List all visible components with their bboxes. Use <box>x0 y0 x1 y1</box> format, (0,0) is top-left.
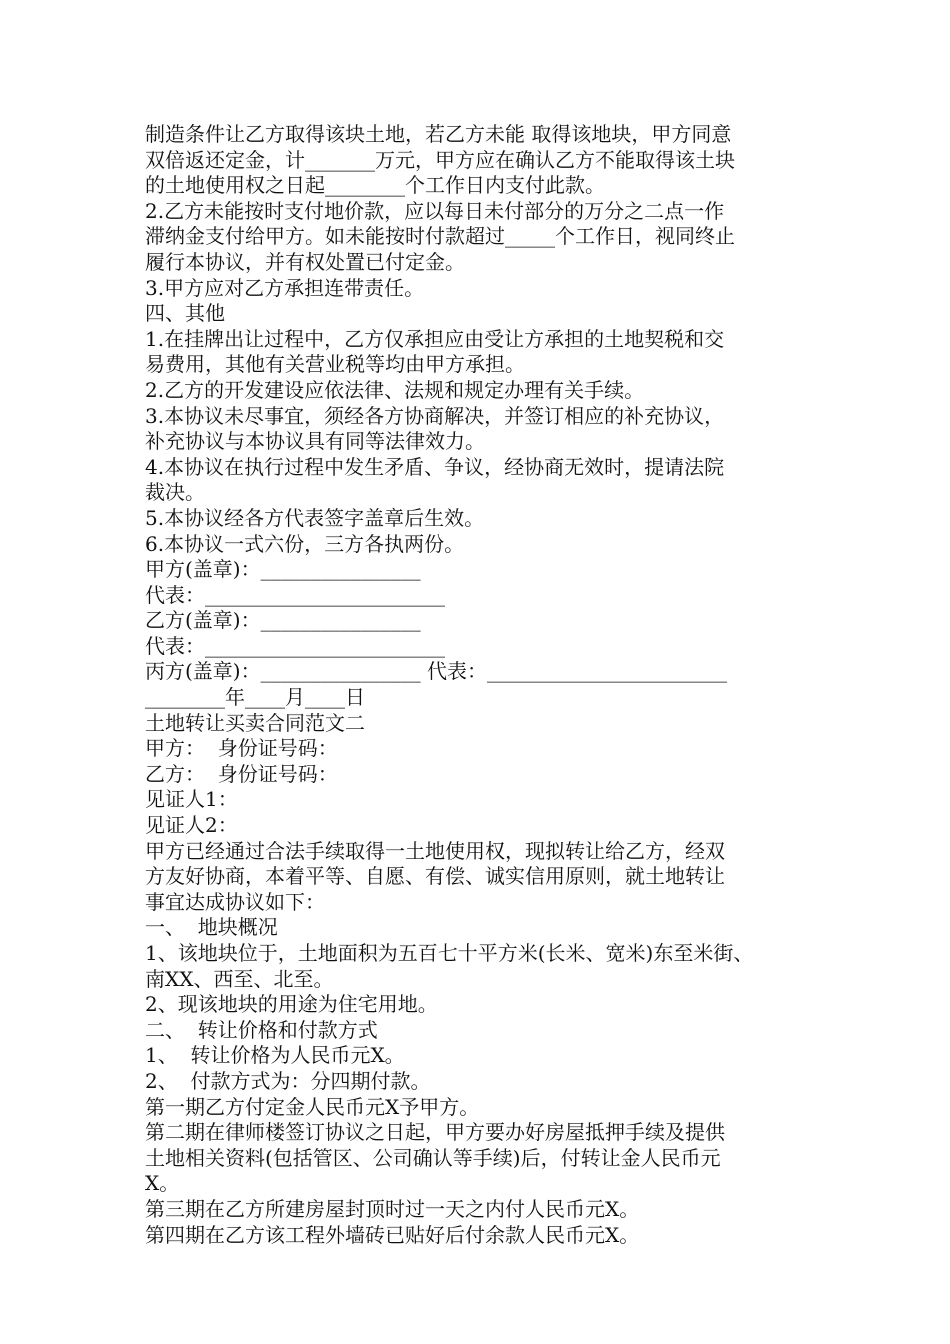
signature-line: 丙方(盖章)：________________ 代表：________________________ <box>145 659 727 684</box>
text-line: 2、 付款方式为：分四期付款。 <box>145 1068 431 1093</box>
party-line: 甲方： 身份证号码： <box>145 736 338 761</box>
text-line: 第一期乙方付定金人民币元X予甲方。 <box>145 1094 480 1119</box>
signature-line: 代表：________________________ <box>145 582 445 607</box>
date-line: ________年____月____日 <box>145 685 365 710</box>
witness-line: 见证人1： <box>145 787 238 812</box>
text-line: 3.本协议未尽事宜，须经各方协商解决，并签订相应的补充协议， <box>145 403 725 428</box>
text-line: 2、现该地块的用途为住宅用地。 <box>145 992 438 1017</box>
text-line: 事宜达成协议如下： <box>145 889 325 914</box>
signature-line: 甲方(盖章)：________________ <box>145 557 421 582</box>
text-line: 5.本协议经各方代表签字盖章后生效。 <box>145 505 485 530</box>
text-line: 滞纳金支付给甲方。如未能按时付款超过_____个工作日，视同终止 <box>145 224 735 249</box>
document-title: 土地转让买卖合同范文二 <box>145 710 365 735</box>
text-line: 第四期在乙方该工程外墙砖已贴好后付余款人民币元X。 <box>145 1222 640 1247</box>
section-heading: 二、 转让价格和付款方式 <box>145 1017 378 1042</box>
text-line: 2.乙方未能按时支付地价款，应以每日未付部分的万分之二点一作 <box>145 198 725 223</box>
text-line: 方友好协商，本着平等、自愿、有偿、诚实信用原则，就土地转让 <box>145 864 725 889</box>
text-line: 甲方已经通过合法手续取得一土地使用权，现拟转让给乙方，经双 <box>145 838 725 863</box>
text-line: 1、 转让价格为人民币元X。 <box>145 1043 405 1068</box>
text-line: 补充协议与本协议具有同等法律效力。 <box>145 429 485 454</box>
text-line: 履行本协议，并有权处置已付定金。 <box>145 249 465 274</box>
text-line: 裁决。 <box>145 480 205 505</box>
section-heading: 一、 地块概况 <box>145 915 278 940</box>
text-line: 双倍返还定金，计_______万元，甲方应在确认乙方不能取得该土块 <box>145 147 735 172</box>
text-line: 的土地使用权之日起________个工作日内支付此款。 <box>145 173 605 198</box>
text-line: 1.在挂牌出让过程中，乙方仅承担应由受让方承担的土地契税和交 <box>145 326 725 351</box>
text-line: 3.甲方应对乙方承担连带责任。 <box>145 275 425 300</box>
witness-line: 见证人2： <box>145 813 238 838</box>
document-body <box>145 122 845 1248</box>
signature-line: 代表：________________________ <box>145 633 445 658</box>
text-line: 第二期在律师楼签订协议之日起，甲方要办好房屋抵押手续及提供 <box>145 1120 725 1145</box>
text-line: 土地相关资料(包括管区、公司确认等手续)后，付转让金人民币元 <box>145 1145 721 1170</box>
section-heading: 四、其他 <box>145 301 225 326</box>
text-line: 南XX、西至、北至。 <box>145 966 334 991</box>
text-line: 2.乙方的开发建设应依法律、法规和规定办理有关手续。 <box>145 377 645 402</box>
text-line: X。 <box>145 1171 180 1196</box>
text-line: 易费用，其他有关营业税等均由甲方承担。 <box>145 352 525 377</box>
text-line: 制造条件让乙方取得该块土地，若乙方未能 取得该地块，甲方同意 <box>145 122 732 146</box>
text-line: 6.本协议一式六份，三方各执两份。 <box>145 531 465 556</box>
text-line: 4.本协议在执行过程中发生矛盾、争议，经协商无效时，提请法院 <box>145 454 725 479</box>
text-line: 1、该地块位于，土地面积为五百七十平方米(长米、宽米)东至米街、 <box>145 941 754 965</box>
text-line: 第三期在乙方所建房屋封顶时过一天之内付人民币元X。 <box>145 1196 640 1221</box>
party-line: 乙方： 身份证号码： <box>145 761 338 786</box>
signature-line: 乙方(盖章)：________________ <box>145 608 421 633</box>
